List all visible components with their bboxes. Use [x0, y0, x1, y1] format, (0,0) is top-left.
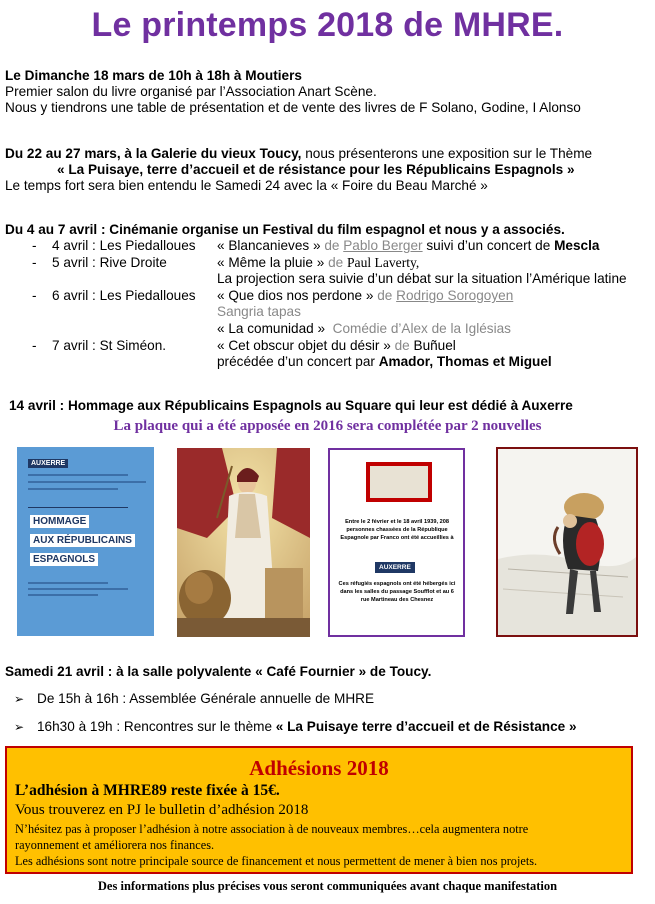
arrow-bullet-icon: ➢ — [14, 692, 25, 706]
adhesions-box — [5, 746, 633, 874]
director-name: Paul Laverty, — [346, 255, 420, 270]
film-de: de — [324, 255, 347, 270]
film-de: de — [390, 338, 414, 353]
festival-item-date: 4 avril : Les Piedalloues — [52, 238, 196, 253]
samedi-heading: Samedi 21 avril : à la salle polyvalente « Café Fournier » de Toucy. — [5, 664, 432, 679]
poster-decoration — [28, 588, 128, 590]
adhesions-invite: N’hésitez pas à proposer l’adhésion à notre association à de nouveaux membres…cela augmentera notre — [15, 822, 529, 836]
poster-word: HOMMAGE — [30, 515, 89, 528]
festival-item-date: 6 avril : Les Piedalloues — [52, 288, 196, 303]
director-name: Buñuel — [413, 338, 456, 353]
samedi-item — [37, 719, 577, 735]
concert-intro: précédée d’un concert par — [217, 354, 379, 369]
event-toucy-theme: « La Puisaye, terre d’accueil et de résistance pour les Républicains Espagnols » — [57, 162, 575, 177]
festival-heading: Du 4 au 7 avril : Cinémanie organise un Festival du film espagnol et nous y a associés. — [5, 222, 565, 237]
plaque-image — [328, 448, 465, 637]
adhesions-fee: L’adhésion à MHRE89 reste fixée à 15€. — [15, 782, 280, 799]
film-title: « La comunidad » — [217, 321, 326, 336]
plaque-badge: AUXERRE — [375, 562, 415, 573]
concert-performers: Amador, Thomas et Miguel — [378, 354, 552, 369]
event-toucy-heading-bold: Du 22 au 27 mars, à la Galerie du vieux Toucy, — [5, 146, 302, 161]
film-after: suivi d’un concert de — [422, 238, 555, 253]
list-dash: - — [32, 255, 37, 270]
plaque-text-2: Ces réfugiés espagnols ont été hébergés ici dans les salles du passage Soufflot et au 6 rue Martineau des Chesnez — [338, 581, 456, 603]
adhesions-funding: Les adhésions sont notre principale source de financement et nous permettent de mener à bien nos projets. — [15, 854, 538, 868]
poster-word: ESPAGNOLS — [30, 553, 98, 566]
film-de: de — [320, 238, 344, 253]
refugee-painting-image — [496, 447, 638, 637]
refugee-painting-illustration — [498, 449, 636, 635]
festival-item-film — [217, 255, 419, 271]
poster-decoration — [28, 474, 128, 476]
poster-rule — [28, 507, 128, 508]
poster-badge: AUXERRE — [28, 459, 68, 468]
event-moutiers-line1: Premier salon du livre organisé par l’Association Anart Scène. — [5, 84, 377, 99]
adhesions-title: Adhésions 2018 — [249, 756, 389, 780]
event-moutiers-heading: Le Dimanche 18 mars de 10h à 18h à Moutiers — [5, 68, 302, 83]
footer-note: Des informations plus précises vous seront communiquées avant chaque manifestation — [97, 879, 558, 893]
arrow-bullet-icon: ➢ — [14, 720, 25, 734]
samedi-item-theme: « La Puisaye terre d’accueil et de Résistance » — [275, 719, 577, 734]
samedi-item-text: 16h30 à 19h : Rencontres sur le thème — [37, 719, 276, 734]
event-toucy-heading — [5, 146, 592, 162]
republic-allegory-illustration — [177, 448, 310, 637]
plaque-photo — [370, 466, 428, 498]
band-name: Mescla — [554, 238, 600, 253]
festival-item-note: La projection sera suivie d’un débat sur la situation l’Amérique latine — [217, 271, 627, 286]
festival-item-film — [217, 238, 599, 253]
list-dash: - — [32, 288, 37, 303]
event-toucy-heading-rest: nous présenterons une exposition sur le Thème — [301, 146, 593, 161]
film-description: Comédie d’Alex de la Iglésias — [332, 321, 511, 336]
plaque-note: La plaque qui a été apposée en 2016 sera complétée par 2 nouvelles — [113, 418, 542, 434]
adhesions-invite-cont: rayonnement et améliorera nos finances. — [15, 838, 215, 852]
poster-decoration — [28, 594, 98, 596]
festival-item-film — [217, 338, 456, 353]
festival-item-date: 7 avril : St Siméon. — [52, 338, 167, 353]
festival-item-film2 — [217, 321, 511, 336]
hommage-poster-image — [17, 447, 154, 636]
poster-decoration — [28, 488, 118, 490]
director-link[interactable]: Pablo Berger — [343, 238, 423, 253]
adhesions-attachment: Vous trouverez en PJ le bulletin d’adhésion 2018 — [15, 802, 309, 818]
film-title: « Cet obscur objet du désir » — [217, 338, 391, 353]
poster-decoration — [28, 481, 146, 483]
samedi-item: De 15h à 16h : Assemblée Générale annuelle de MHRE — [37, 691, 375, 706]
festival-item-note: Sangria tapas — [217, 304, 301, 319]
film-title: « Même la pluie » — [217, 255, 325, 270]
list-dash: - — [32, 338, 37, 353]
festival-item-film — [217, 288, 513, 303]
poster-decoration — [28, 582, 108, 584]
festival-item-date: 5 avril : Rive Droite — [52, 255, 167, 270]
event-moutiers-line2: Nous y tiendrons une table de présentation et de vente des livres de F Solano, Godine, I Alonso — [5, 100, 581, 115]
republic-allegory-image — [177, 448, 310, 637]
poster-word: AUX RÉPUBLICAINS — [30, 534, 135, 547]
plaque-text-1: Entre le 2 février et le 18 avril 1939, 208 personnes chassées de la République Espagnole par Franco ont été accueillies à — [340, 519, 454, 541]
list-dash: - — [32, 238, 37, 253]
event-toucy-line3: Le temps fort sera bien entendu le Samedi 24 avec la « Foire du Beau Marché » — [5, 178, 488, 193]
director-link[interactable]: Rodrigo Sorogoyen — [396, 288, 514, 303]
film-title: « Que dios nos perdone » — [217, 288, 374, 303]
plaque-photo-frame — [366, 462, 432, 502]
page-title: Le printemps 2018 de MHRE. — [91, 6, 564, 44]
film-de: de — [373, 288, 397, 303]
hommage-heading: 14 avril : Hommage aux Républicains Espagnols au Square qui leur est dédié à Auxerre — [9, 398, 573, 413]
festival-item-note — [217, 354, 552, 369]
film-title: « Blancanieves » — [217, 238, 321, 253]
